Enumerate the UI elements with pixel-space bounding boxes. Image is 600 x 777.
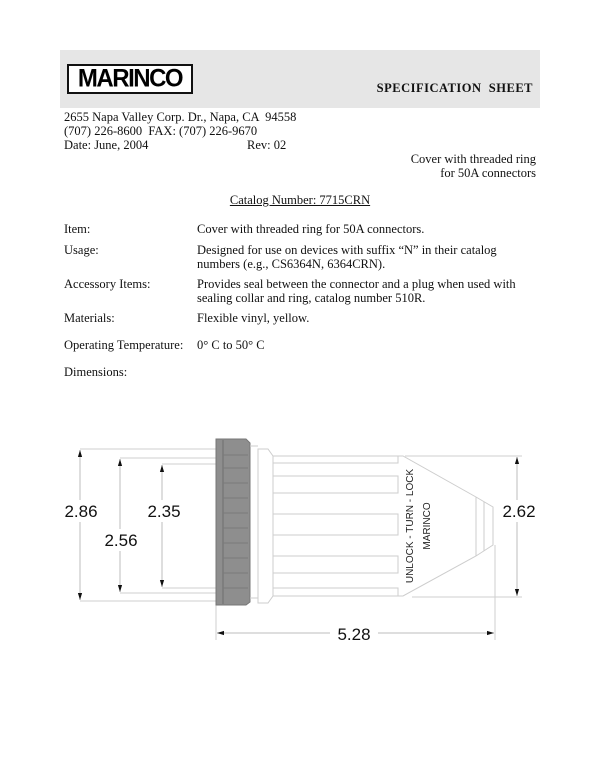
spec-value-temperature: 0° C to 50° C bbox=[197, 338, 265, 352]
summary-line-2: for 50A connectors bbox=[440, 166, 536, 180]
spec-value-accessory: Provides seal between the connector and a plug when used with sealing collar and ring, catalog number 510R. bbox=[197, 277, 516, 305]
dim-label-2-62: 2.62 bbox=[502, 502, 536, 521]
dim-label-2-35: 2.35 bbox=[147, 502, 181, 521]
body-text-marinco: MARINCO bbox=[422, 502, 433, 550]
dim-label-2-56: 2.56 bbox=[104, 531, 138, 550]
body-text-unlock-turn-lock: UNLOCK - TURN - LOCK bbox=[405, 468, 416, 584]
catalog-number-text: Catalog Number: 7715CRN bbox=[229, 193, 371, 207]
spec-label-temperature: Operating Temperature: bbox=[64, 338, 184, 352]
cover-body bbox=[250, 446, 493, 603]
sheet-title: SPECIFICATION SHEET bbox=[376, 81, 533, 95]
spec-value-usage: Designed for use on devices with suffix “N” in their catalog numbers (e.g., CS6364N, 6364CRN). bbox=[197, 243, 497, 271]
spec-value-materials: Flexible vinyl, yellow. bbox=[197, 311, 310, 325]
dim-label-5-28: 5.28 bbox=[337, 625, 371, 644]
dimension-lines bbox=[80, 450, 517, 633]
spec-label-usage: Usage: bbox=[64, 243, 99, 257]
revision: Rev: 02 bbox=[247, 138, 287, 152]
date: Date: June, 2004 bbox=[64, 138, 149, 152]
spec-label-item: Item: bbox=[64, 222, 91, 236]
spec-label-materials: Materials: bbox=[64, 311, 115, 325]
summary-line-1: Cover with threaded ring bbox=[410, 152, 536, 166]
spec-label-dimensions: Dimensions: bbox=[64, 365, 128, 379]
phone-fax: (707) 226-8600 FAX: (707) 226-9670 bbox=[64, 124, 258, 138]
spec-value-item: Cover with threaded ring for 50A connectors. bbox=[197, 222, 425, 236]
spec-label-accessory: Accessory Items: bbox=[64, 277, 151, 291]
extension-lines bbox=[80, 449, 522, 640]
dim-label-2-86: 2.86 bbox=[64, 502, 98, 521]
address: 2655 Napa Valley Corp. Dr., Napa, CA 94558 bbox=[64, 110, 297, 124]
threaded-ring bbox=[216, 439, 250, 605]
logo-text: MARINCO bbox=[77, 64, 183, 93]
